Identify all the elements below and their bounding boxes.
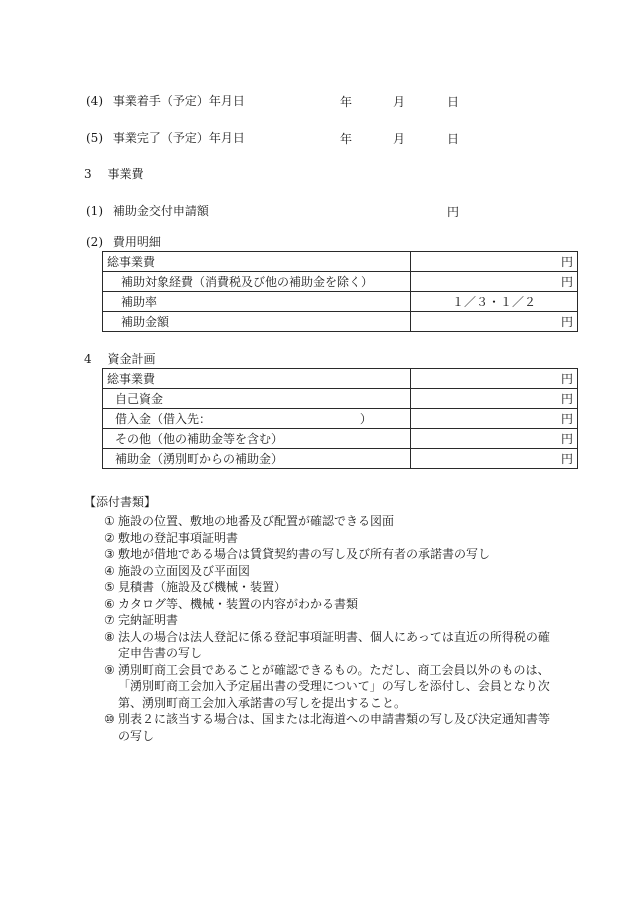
list-item xyxy=(104,546,554,563)
cost-value-eligible[interactable]: 円 xyxy=(411,272,578,292)
attachment-text: 見積書（施設及び機械・装置） xyxy=(118,580,287,594)
fund-value-own[interactable]: 円 xyxy=(411,389,578,409)
item-5-row xyxy=(86,130,245,146)
section-3-number: 3 xyxy=(84,167,92,181)
section-4-heading xyxy=(84,351,155,367)
attachment-text: 施設の立面図及び平面図 xyxy=(118,563,251,578)
cost-value-rate[interactable]: １／３・１／２ xyxy=(411,292,578,312)
item-1-label: 補助金交付申請額 xyxy=(112,204,209,218)
cost-value-total[interactable]: 円 xyxy=(411,252,578,272)
cost-label-eligible: 補助対象経費（消費税及び他の補助金を除く） xyxy=(103,272,411,292)
table-row xyxy=(103,409,578,429)
fund-label-own: 自己資金 xyxy=(103,389,411,409)
item-2-label: 費用明細 xyxy=(112,235,161,249)
section-3-item-1 xyxy=(86,203,209,219)
list-item xyxy=(104,513,554,530)
item-2-number: (2) xyxy=(86,235,103,249)
funding-plan-table xyxy=(102,368,578,469)
attachment-number: ② xyxy=(104,530,115,545)
attachment-number: ⑥ xyxy=(104,596,115,611)
section-3-item-2 xyxy=(86,234,161,250)
table-row xyxy=(103,389,578,409)
item-5-year: 年 xyxy=(340,132,353,146)
attachment-text: 法人の場合は法人登記に係る登記事項証明書、個人にあっては直近の所得税の確定申告書の写し xyxy=(118,629,550,660)
attachment-text: 湧別町商工会員であることが確認できるもの。ただし、商工会員以外のものは、「湧別町商工会加入予定届出書の受理について」の写しを添付し、会員となり次第、湧別町商工会加入承諾書の写しを提出すること。 xyxy=(118,662,550,710)
item-5-number: (5) xyxy=(86,131,103,145)
attachment-text: 別表２に該当する場合は、国または北海道への申請書類の写し及び決定通知書等の写し xyxy=(118,712,551,743)
cost-breakdown-table xyxy=(102,251,578,332)
table-row xyxy=(103,429,578,449)
table-row xyxy=(103,369,578,389)
cost-label-rate: 補助率 xyxy=(103,292,411,312)
list-item xyxy=(104,629,554,662)
attachment-text: カタログ等、機械・装置の内容がわかる書類 xyxy=(118,596,359,611)
table-row xyxy=(103,449,578,469)
attachments-list xyxy=(104,513,554,744)
fund-label-town-subsidy: 補助金（湧別町からの補助金） xyxy=(103,449,411,469)
item-5-month: 月 xyxy=(393,132,406,146)
section-4-title: 資金計画 xyxy=(107,352,156,366)
fund-label-total: 総事業費 xyxy=(103,369,411,389)
fund-value-loan[interactable]: 円 xyxy=(411,409,578,429)
fund-value-other[interactable]: 円 xyxy=(411,429,578,449)
item-1-unit: 円 xyxy=(447,205,460,219)
list-item xyxy=(104,596,554,613)
list-item xyxy=(104,530,554,547)
table-row xyxy=(103,292,578,312)
attachment-number: ⑧ xyxy=(104,629,115,644)
attachments-heading: 【添付書類】 xyxy=(84,495,157,509)
list-item xyxy=(104,612,554,629)
item-4-year: 年 xyxy=(340,95,353,109)
attachment-number: ⑤ xyxy=(104,580,115,594)
attachment-number: ③ xyxy=(104,547,115,561)
table-row xyxy=(103,272,578,292)
list-item xyxy=(104,579,554,596)
item-4-month: 月 xyxy=(393,95,406,109)
item-1-number: (1) xyxy=(86,204,103,218)
fund-label-loan-close: ） xyxy=(359,411,372,426)
table-row xyxy=(103,252,578,272)
item-4-day: 日 xyxy=(447,95,460,109)
item-4-label: 事業着手（予定）年月日 xyxy=(112,94,245,108)
table-row xyxy=(103,312,578,332)
fund-value-town-subsidy[interactable]: 円 xyxy=(411,449,578,469)
item-4-number: (4) xyxy=(86,94,103,108)
attachment-number: ⑩ xyxy=(104,712,115,726)
attachment-number: ④ xyxy=(104,563,115,578)
list-item xyxy=(104,711,554,744)
attachment-number: ⑦ xyxy=(104,613,115,627)
item-5-day: 日 xyxy=(447,132,460,146)
attachment-text: 完納証明書 xyxy=(118,613,179,627)
cost-label-total: 総事業費 xyxy=(103,252,411,272)
attachment-text: 施設の位置、敷地の地番及び配置が確認できる図面 xyxy=(118,514,395,528)
attachment-number: ⑨ xyxy=(104,662,115,677)
fund-value-total[interactable]: 円 xyxy=(411,369,578,389)
section-3-heading xyxy=(84,166,143,182)
fund-label-other: その他（他の補助金等を含む） xyxy=(103,429,411,449)
attachment-text: 敷地の登記事項証明書 xyxy=(118,530,239,545)
section-3-title: 事業費 xyxy=(107,167,144,181)
attachment-text: 敷地が借地である場合は賃貸契約書の写し及び所有者の承諾書の写し xyxy=(118,547,491,561)
section-4-number: 4 xyxy=(84,352,92,366)
attachment-number: ① xyxy=(104,514,115,528)
list-item xyxy=(104,662,554,712)
cost-label-subsidy: 補助金額 xyxy=(103,312,411,332)
item-4-row xyxy=(86,93,245,109)
cost-value-subsidy[interactable]: 円 xyxy=(411,312,578,332)
item-5-label: 事業完了（予定）年月日 xyxy=(112,131,245,145)
list-item xyxy=(104,563,554,580)
fund-label-loan-text: 借入金（借入先： xyxy=(115,411,212,426)
fund-label-loan xyxy=(103,409,411,429)
